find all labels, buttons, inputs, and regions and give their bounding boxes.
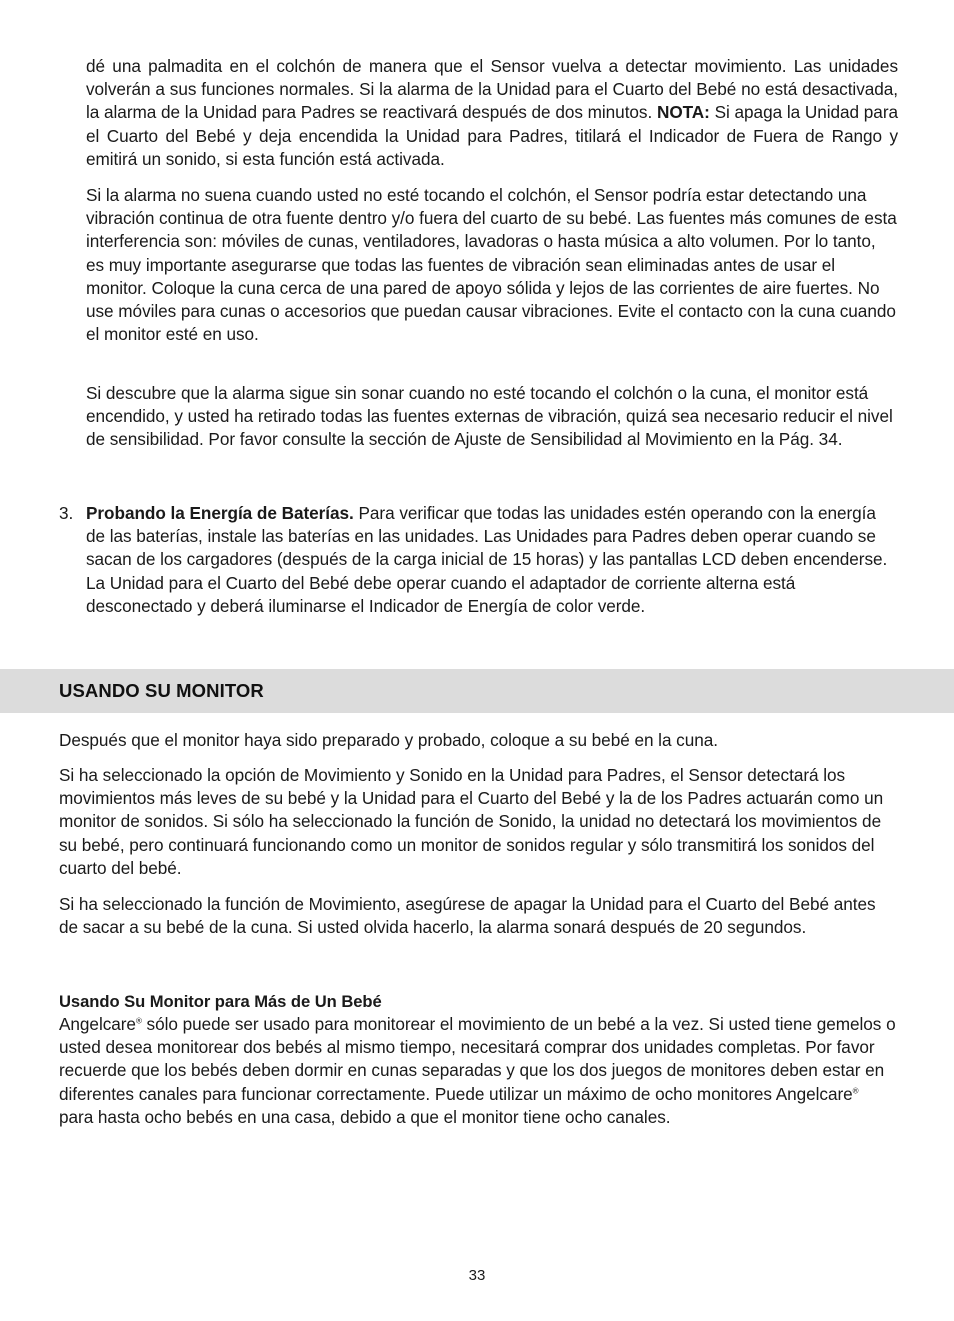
paragraph-reset-alarm [86,55,898,171]
note-label: NOTA: [656,102,710,123]
list-item-text: Para verificar que todas las unidades estén operando con la energía de las baterías, instale las baterías en las unidades. Las Unidades para Padres deben operar cuando se sacan de los cargadores (después de la carga inicial de 15 horas) y las pantallas LCD deben encenderse. La Unidad para el Cuarto del Bebé debe operar cuando el adaptador de corriente alterna está desconectado y deberá iluminarse el Indicador de Energía de color verde. [86,503,888,616]
paragraph-text: Si apaga la Unidad para el Cuarto del Bebé y deja encendida la Unidad para Padres, titilará el Indicador de Fuera de Rango y emitirá un sonido, si esta función está activada. [86,102,898,169]
brand-name: Angelcare [775,1083,853,1104]
page-number: 33 [468,1267,486,1284]
section-title: USANDO SU MONITOR [59,680,264,701]
paragraph-sensitivity: Si descubre que la alarma sigue sin sonar cuando no esté tocando el colchón o la cuna, el monitor está encendido, y usted ha retirado todas las fuentes externas de vibración, quizá sea necesario reducir el nivel de sensibilidad. Por favor consulte la sección de Ajuste de Sensibilidad al Movimiento en la Pág. 34. [86,383,893,450]
paragraph-vibration-interference: Si la alarma no suena cuando usted no esté tocando el colchón, el Sensor podría estar detectando una vibración continua de otra fuente dentro y/o fuera del cuarto de su bebé. Las fuentes más comunes de esta interferencia son: móviles de cunas, ventiladores, lavadoras o hasta música a alto volumen. Por lo tanto, es muy importante asegurarse que todas las fuentes de vibración sean eliminadas antes de usar el monitor. Coloque la cuna cerca de una pared de apoyo sólida y lejos de las corrientes de aire fuertes. No use móviles para cunas o accesorios que puedan causar vibraciones. Evite el contacto con la cuna cuando el monitor esté en uso. [86,185,897,345]
list-item-body [86,502,898,618]
list-item-heading: Probando la Energía de Baterías. [86,503,354,523]
paragraph-movement-sound: Si ha seleccionado la opción de Movimiento y Sonido en la Unidad para Padres, el Sensor detectará los movimientos más leves de su bebé y la Unidad para el Cuarto del Bebé y la de los Padres actuarán como un monitor de sonidos. Si sólo ha seleccionado la función de Sonido, la unidad no detectará los movimientos de su bebé, pero continuará funcionando como un monitor de sonidos regular y sólo transmitirá los sonidos del cuarto del bebé. [59,765,884,878]
paragraph-place-baby: Después que el monitor haya sido preparado y probado, coloque a su bebé en la cuna. [59,730,718,750]
paragraph-text: para hasta ocho bebés en una casa, debido a que el monitor tiene ocho canales. [59,1106,671,1127]
registered-mark: ® [135,1016,142,1026]
brand-name: Angelcare [59,1014,136,1034]
section-header-band [0,669,954,713]
paragraph-movement-function: Si ha seleccionado la función de Movimiento, asegúrese de apagar la Unidad para el Cuarto del Bebé antes de sacar a su bebé de la cuna. Si usted olvida hacerlo, la alarma sonará después de 20 segundos. [59,894,876,938]
list-number: 3. [59,503,74,523]
subheading-multiple-babies: Usando Su Monitor para Más de Un Bebé [59,992,382,1011]
paragraph-text: sólo puede ser usado para monitorear el movimiento de un bebé a la vez. Si usted tiene gemelos o usted desea monitorear dos bebés al mismo tiempo, necesitará comprar dos unidades completas. Por favor recuerde que los bebés deben dormir en cunas separadas y que los dos juegos de monitores deben estar en diferentes canales para funcionar correctamente. Puede utilizar un máximo de ocho monitores [59,1014,896,1104]
registered-mark: ® [852,1085,859,1095]
paragraph-multiple-babies [59,1013,897,1129]
paragraph-text: dé una palmadita en el colchón de manera que el Sensor vuelva a detectar movimiento. Las unidades volverán a sus funciones normales. Si la alarma de la Unidad para el Cuarto del Bebé no está desactivada, la alarma de la Unidad para Padres se reactivará después de dos minutos. [86,56,898,123]
